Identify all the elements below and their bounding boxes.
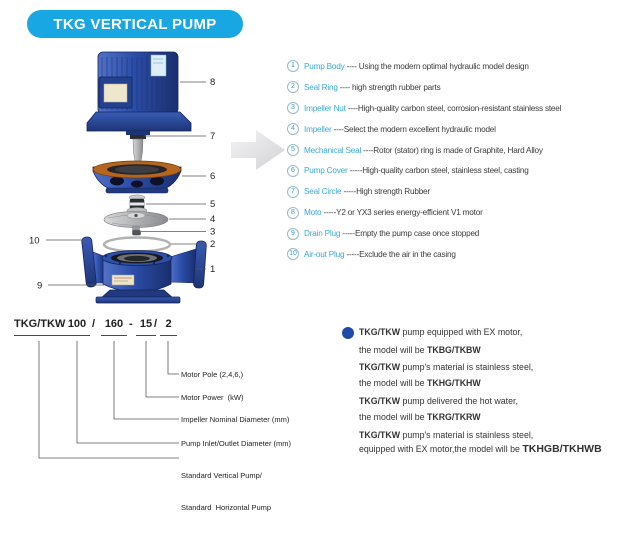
- callout-6: 6: [210, 171, 216, 182]
- part-list-item: [287, 56, 617, 77]
- part-list-item: [287, 244, 617, 265]
- variant-line: TKG/TKW pump equipped with EX motor,: [359, 327, 523, 337]
- part-number-badge: 3: [287, 102, 299, 114]
- body-nameplate: [112, 275, 134, 285]
- impeller-nut-part: [133, 231, 141, 236]
- label-standard-horizontal: Standard Horizontal Pump: [181, 502, 272, 512]
- part-list-item: [287, 181, 617, 202]
- part-name: Air-out Plug: [304, 249, 345, 259]
- part-description: -----Y2 or YX3 series energy-efficient V1 motor: [321, 208, 483, 218]
- label-standard-pump: [181, 450, 271, 534]
- callout-10: 10: [29, 235, 40, 247]
- label-impeller-diameter: Impeller Nominal Diameter (mm): [181, 415, 290, 424]
- motor-flange: [87, 112, 191, 131]
- part-description: ----Rotor (stator) ring is made of Graphite, Hard Alloy: [361, 145, 543, 155]
- part-number-badge: 9: [287, 228, 299, 240]
- arrow-right-icon: [229, 127, 289, 173]
- variant-line: the model will be TKRG/TKRW: [359, 412, 481, 422]
- part-number-badge: 8: [287, 207, 299, 219]
- pump-body-part: [81, 237, 206, 303]
- variant-line: equipped with EX motor,the model will be TKHGB/TKHWB: [359, 443, 602, 455]
- page-title-text: TKG VERTICAL PUMP: [53, 15, 217, 33]
- callout-3: 3: [210, 226, 216, 238]
- part-list-item: [287, 98, 617, 119]
- variant-line: TKG/TKW pump's material is stainless steel,: [359, 362, 534, 372]
- model-code-impeller: 160: [101, 318, 127, 336]
- model-code-separator: /: [92, 318, 96, 330]
- part-description: -----Exclude the air in the casing: [344, 249, 456, 259]
- variant-line: TKG/TKW pump delivered the hot water,: [359, 396, 518, 406]
- seal-ring-part: [104, 238, 170, 252]
- pump-cover-part: [93, 161, 181, 193]
- part-description: ----High-quality carbon steel, corrosion-resistant stainless steel: [345, 103, 562, 113]
- part-description: ---- Using the modern optimal hydraulic model design: [344, 61, 529, 71]
- mechanical-seal-part: [127, 195, 147, 214]
- model-code-pole: 2: [160, 318, 177, 336]
- inlet-flange: [81, 237, 96, 288]
- part-name: Impeller Nut: [304, 103, 346, 113]
- part-number-badge: 6: [287, 165, 299, 177]
- part-list-item: [287, 160, 617, 181]
- label-inlet-outlet: Pump Inlet/Outlet Diameter (mm): [181, 439, 292, 448]
- part-list-item: [287, 140, 617, 161]
- part-name: Pump Cover: [304, 166, 348, 176]
- part-description: -----High strength Rubber: [341, 187, 430, 197]
- base-plate: [96, 297, 180, 303]
- part-number-badge: 5: [287, 144, 299, 156]
- model-code-series: TKG/TKW: [14, 318, 64, 336]
- part-list-item: [287, 223, 617, 244]
- part-name: Seal Ring: [304, 82, 338, 92]
- model-code-power: 15: [136, 318, 156, 336]
- model-code-inlet: 100: [64, 318, 90, 336]
- part-description: -----Empty the pump case once stopped: [340, 229, 480, 239]
- variant-line: the model will be TKHG/TKHW: [359, 378, 481, 388]
- callout-7: 7: [210, 131, 216, 142]
- part-name: Mechanical Seal: [304, 145, 362, 155]
- impeller-part: [104, 212, 168, 232]
- variant-line: TKG/TKW pump's material is stainless steel,: [359, 430, 534, 440]
- part-name: Moto: [304, 208, 322, 218]
- callout-2: 2: [210, 239, 216, 250]
- bullet-dot-icon: [342, 327, 354, 339]
- motor-nameplate: [151, 55, 166, 76]
- part-number-badge: 10: [287, 248, 299, 260]
- callout-5: 5: [210, 199, 216, 210]
- part-description: ---- high strength rubber parts: [337, 82, 441, 92]
- callout-9: 9: [37, 280, 43, 292]
- part-list-item: [287, 119, 617, 140]
- model-code-separator: -: [129, 318, 133, 330]
- part-description: ----Select the modern excellent hydraulic model: [331, 124, 496, 134]
- model-code-separator: /: [154, 318, 158, 330]
- part-number-badge: 1: [287, 60, 299, 72]
- label-motor-pole: Motor Pole (2,4,6,): [181, 370, 244, 379]
- label-standard-vertical: Standard Vertical Pump/: [181, 471, 262, 480]
- parts-description-list: [287, 56, 617, 265]
- page-title: [27, 10, 243, 38]
- part-name: Impeller: [304, 124, 332, 134]
- part-name: Pump Body: [304, 61, 345, 71]
- pump-exploded-diagram: [0, 40, 240, 310]
- part-number-badge: 2: [287, 81, 299, 93]
- outlet-flange: [193, 241, 206, 289]
- part-name: Seal Circle: [304, 187, 342, 197]
- callout-4: 4: [210, 214, 216, 225]
- motor-part: [87, 52, 191, 135]
- model-code-connector-lines: [0, 336, 360, 476]
- variant-line: the model will be TKBG/TKBW: [359, 345, 481, 355]
- part-number-badge: 7: [287, 186, 299, 198]
- part-list-item: [287, 77, 617, 98]
- part-name: Drain Plug: [304, 229, 341, 239]
- label-motor-power: Motor Power (kW): [181, 393, 244, 402]
- part-list-item: [287, 202, 617, 223]
- part-number-badge: 4: [287, 123, 299, 135]
- callout-1: 1: [210, 264, 216, 275]
- part-description: -----High-quality carbon steel, stainless steel, casting: [347, 166, 529, 176]
- callout-8: 8: [210, 77, 216, 88]
